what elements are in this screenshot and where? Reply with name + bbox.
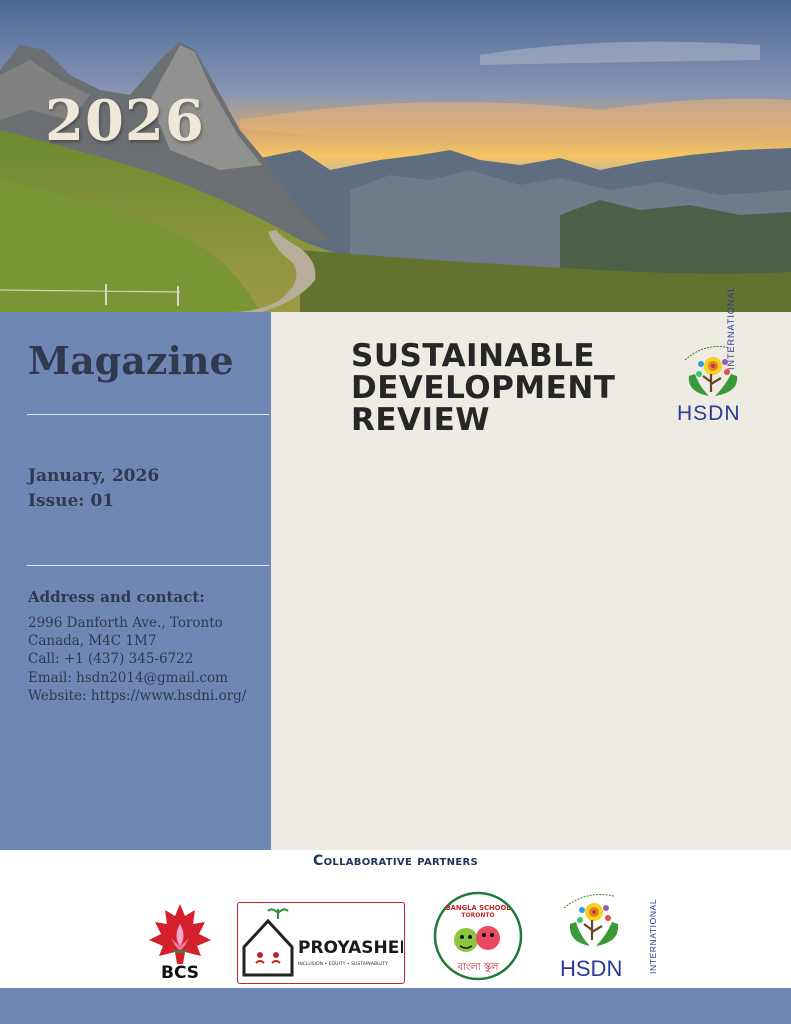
hsdn-partner-name: HSDN: [560, 956, 623, 981]
title-panel: [271, 285, 791, 850]
title-line: SUSTAINABLE: [351, 338, 596, 374]
phone-line: Call: +1 (437) 345-6722: [28, 651, 194, 668]
sidebar-panel: [0, 312, 271, 850]
bcs-logo: [133, 894, 228, 982]
proyashee-house-icon: [238, 903, 403, 982]
issue-date: January, 2026: [28, 466, 160, 486]
partners-heading-text: Collaborative partners: [313, 853, 478, 869]
divider: [27, 565, 269, 566]
divider: [27, 414, 269, 415]
cover-photo: [0, 0, 791, 312]
issue-info: [28, 464, 159, 514]
footer-bar: [0, 988, 791, 1024]
partners-heading: [0, 853, 791, 869]
address-line-1: 2996 Danforth Ave., Toronto: [28, 615, 223, 631]
email-line: Email: hsdn2014@gmail.com: [28, 669, 228, 686]
contact-heading: Address and contact:: [28, 588, 205, 606]
hsdn-partner-logo: [556, 888, 661, 984]
mountain-landscape: [0, 0, 791, 312]
address-line-2: Canada, M4C 1M7: [28, 633, 157, 650]
proyashee-tagline: INCLUSION • EQUITY • SUSTAINABILITY: [298, 962, 388, 967]
cover-year: 2026: [45, 88, 205, 154]
bcs-text: BCS: [161, 963, 199, 982]
partners-strip: [0, 850, 791, 988]
proyashee-logo: [237, 902, 405, 984]
issue-number: Issue: 01: [28, 491, 115, 511]
hsdn-international-label: INTERNATIONAL: [726, 285, 736, 370]
title-line: REVIEW: [351, 402, 490, 438]
bangla-school-logo: [432, 890, 524, 982]
bangla-school-top: BANGLA SCHOOL: [445, 904, 511, 912]
magazine-label: Magazine: [28, 338, 234, 383]
contact-block: [28, 614, 246, 705]
bangla-school-bengali: বাংলা স্কুল: [457, 962, 499, 973]
magazine-title: [351, 340, 615, 436]
hsdn-partner-sub: INTERNATIONAL: [648, 898, 658, 974]
bangla-school-city: TORONTO: [461, 912, 495, 919]
hsdn-wordmark: HSDN: [677, 402, 741, 425]
website-line: Website: https://www.hsdni.org/: [28, 687, 247, 704]
title-line: DEVELOPMENT: [351, 370, 616, 406]
proyashee-name: PROYASHEE: [298, 938, 403, 958]
